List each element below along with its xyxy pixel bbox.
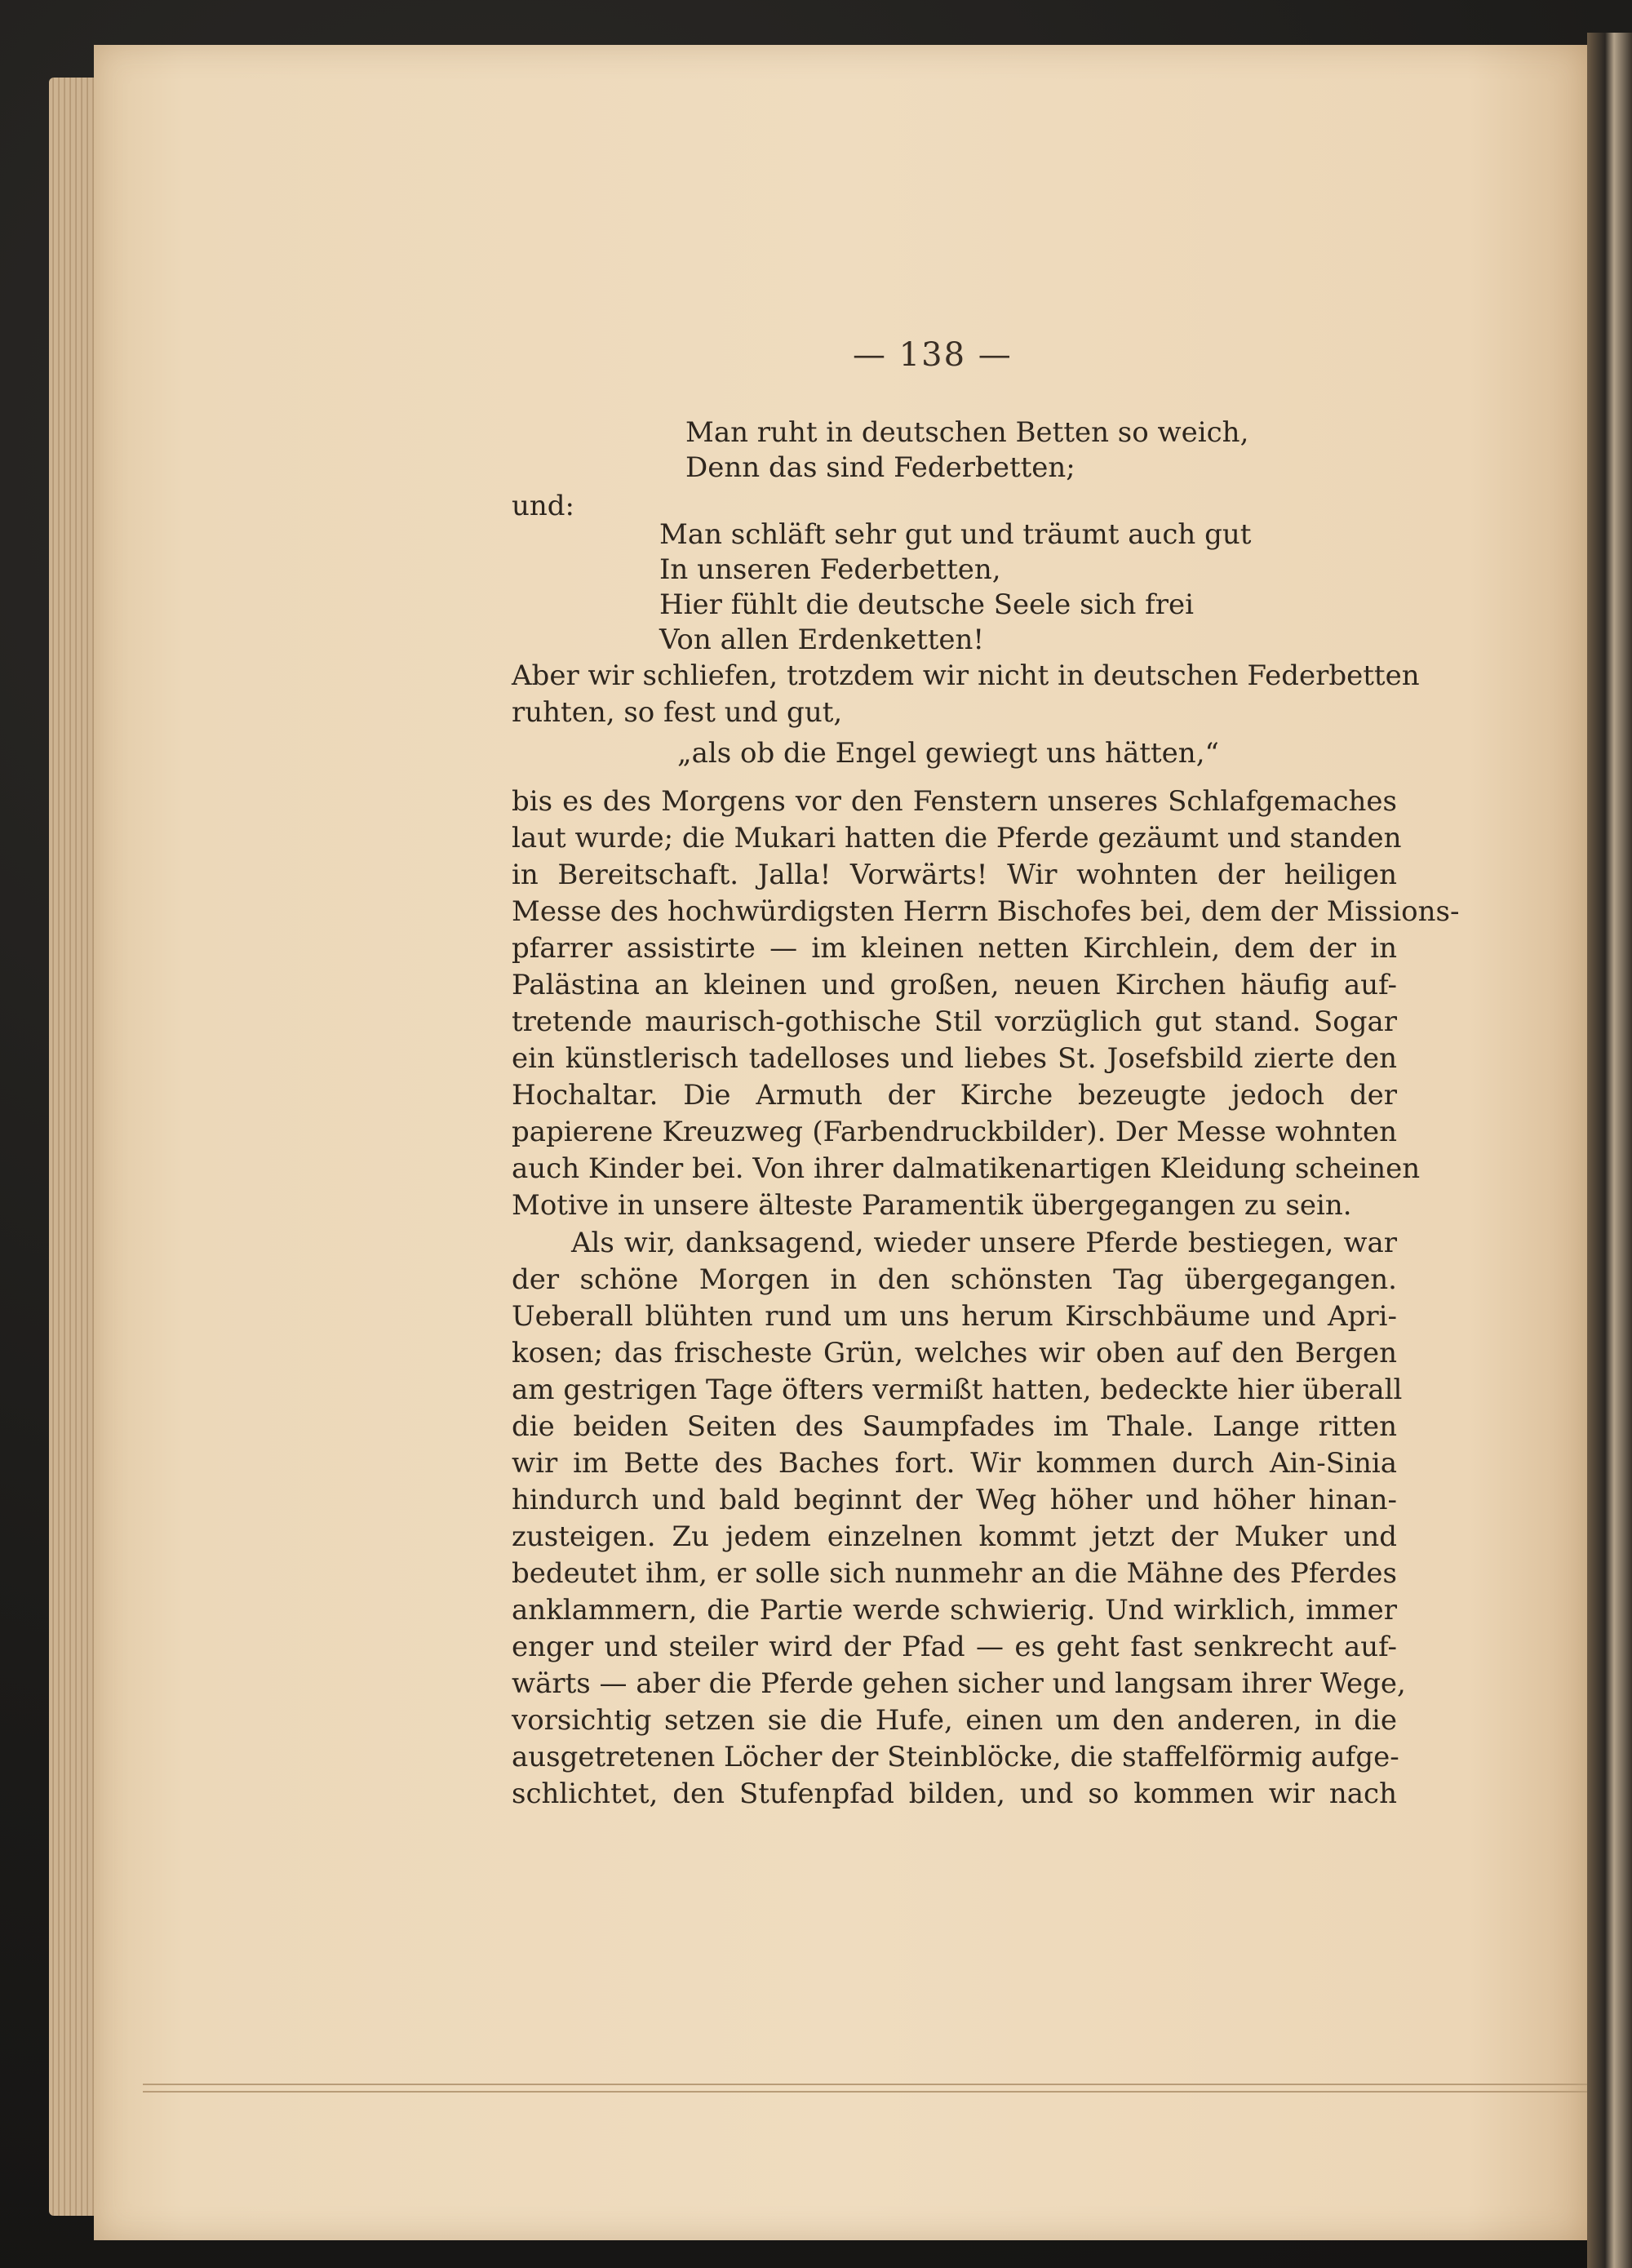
body-line: bis es des Morgens vor den Fenstern unseres Schlafgemaches	[512, 785, 1397, 818]
body-line: auch Kinder bei. Von ihrer dalmatikenartigen Kleidung scheinen	[512, 1152, 1421, 1185]
body-line: laut wurde; die Mukari hatten die Pferde gezäumt und standen	[512, 822, 1402, 854]
verse-line: Hier fühlt die deutsche Seele sich frei	[659, 588, 1194, 621]
body-line: schlichtet, den Stufenpfad bilden, und so kommen wir nach	[512, 1778, 1397, 1810]
body-line: hindurch und bald beginnt der Weg höher und höher hinan-	[512, 1484, 1397, 1516]
body-line: Als wir, danksagend, wieder unsere Pferde bestiegen, war	[571, 1227, 1397, 1259]
body-line: tretende maurisch-gothische Stil vorzüglich gut stand. Sogar	[512, 1005, 1397, 1038]
body-line: vorsichtig setzen sie die Hufe, einen um den anderen, in die	[512, 1704, 1397, 1737]
quote-line: „als ob die Engel gewiegt uns hätten,“	[677, 737, 1219, 770]
body-line: wir im Bette des Baches fort. Wir kommen durch Ain-Sinia	[512, 1447, 1397, 1480]
body-line: enger und steiler wird der Pfad — es geht fast senkrecht auf-	[512, 1631, 1397, 1663]
body-line: ruhten, so fest und gut,	[512, 696, 843, 729]
body-line: anklammern, die Partie werde schwierig. Und wirklich, immer	[512, 1594, 1397, 1627]
body-line: bedeutet ihm, er solle sich nunmehr an die Mähne des Pferdes	[512, 1557, 1397, 1590]
verse-line: Man ruht in deutschen Betten so weich,	[685, 416, 1249, 449]
body-line: ausgetretenen Löcher der Steinblöcke, die staffelförmig aufge-	[512, 1741, 1399, 1773]
body-line: am gestrigen Tage öfters vermißt hatten, bedeckte hier überall	[512, 1374, 1403, 1406]
body-line: papierene Kreuzweg (Farbendruckbilder). Der Messe wohnten	[512, 1116, 1397, 1148]
verse-line: Denn das sind Federbetten;	[685, 451, 1075, 484]
body-line: kosen; das frischeste Grün, welches wir oben auf den Bergen	[512, 1337, 1397, 1369]
body-line: Ueberall blühten rund um uns herum Kirschbäume und Apri-	[512, 1300, 1397, 1333]
verse-line: In unseren Federbetten,	[659, 553, 1001, 586]
verse-line: Man schläft sehr gut und träumt auch gut	[659, 518, 1252, 551]
body-line: die beiden Seiten des Saumpfades im Thale. Lange ritten	[512, 1410, 1397, 1443]
body-line: Palästina an kleinen und großen, neuen Kirchen häufig auf-	[512, 969, 1397, 1001]
page-bottom-rule	[143, 2091, 1587, 2093]
verse-line: Von allen Erdenketten!	[659, 624, 985, 656]
body-line: in Bereitschaft. Jalla! Vorwärts! Wir wohnten der heiligen	[512, 859, 1397, 891]
body-line: Motive in unsere älteste Paramentik übergegangen zu sein.	[512, 1189, 1352, 1222]
body-line: Aber wir schliefen, trotzdem wir nicht in deutschen Federbetten	[512, 659, 1420, 692]
book-gutter	[1587, 33, 1632, 2268]
body-line: der schöne Morgen in den schönsten Tag übergegangen.	[512, 1263, 1397, 1296]
body-line: zusteigen. Zu jedem einzelnen kommt jetzt der Muker und	[512, 1520, 1397, 1553]
body-line: Hochaltar. Die Armuth der Kirche bezeugte jedoch der	[512, 1079, 1397, 1112]
page-number: — 138 —	[853, 336, 1013, 374]
body-line: wärts — aber die Pferde gehen sicher und langsam ihrer Wege,	[512, 1667, 1406, 1700]
body-line: Messe des hochwürdigsten Herrn Bischofes bei, dem der Missions-	[512, 895, 1460, 928]
und-label: und:	[512, 490, 575, 522]
body-line: ein künstlerisch tadelloses und liebes St. Josefsbild zierte den	[512, 1042, 1397, 1075]
body-line: pfarrer assistirte — im kleinen netten Kirchlein, dem der in	[512, 932, 1397, 965]
page-bottom-rule	[143, 2084, 1587, 2085]
